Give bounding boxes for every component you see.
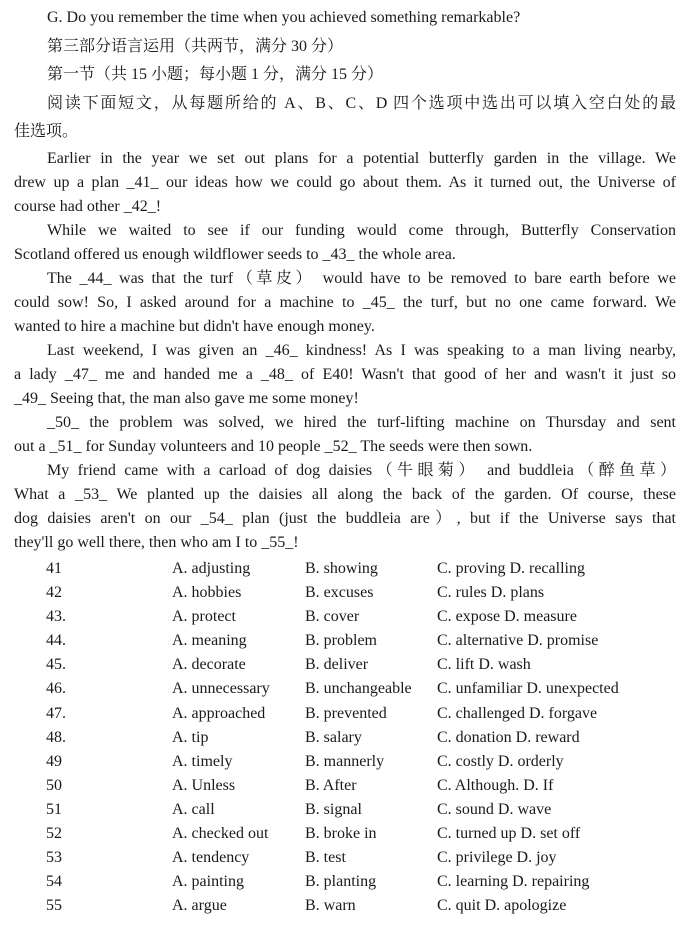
option-row [0,774,692,798]
option-a: A. timely [172,752,233,770]
question-number: 48. [46,728,66,746]
option-b: B. salary [305,728,362,746]
option-c-d: C. Although. D. If [437,776,554,794]
question-g-line: G. Do you remember the time when you achieved something remarkable? [47,9,521,26]
passage-line: a lady _47_ me and handed me a _48_ of E40! Wasn't that good of her and wasn't it just so [14,365,676,383]
option-a: A. hobbies [172,584,242,602]
option-row [0,557,692,581]
question-number: 49 [46,752,62,770]
passage-line: Scotland offered us enough wildflower seeds to _43_ the whole area. [14,245,456,263]
exam-page [14,4,676,555]
option-row [0,677,692,701]
question-number: 53 [46,849,62,867]
option-b: B. mannerly [305,752,385,770]
option-c-d: C. turned up D. set off [437,825,581,843]
option-c-d: C. alternative D. promise [437,632,599,650]
question-number: 46. [46,680,66,698]
option-a: A. tendency [172,849,250,867]
question-number: 52 [46,825,62,843]
option-b: B. planting [305,873,377,891]
option-row [0,629,692,653]
question-number: 44. [46,632,66,650]
option-c-d: C. privilege D. joy [437,849,557,867]
option-b: B. cover [305,608,360,626]
option-c-d: C. lift D. wash [437,656,531,674]
option-c-d: C. sound D. wave [437,800,552,818]
instruction-line-2: 佳选项。 [14,123,79,140]
option-b: B. unchangeable [305,680,412,698]
option-c-d: C. quit D. apologize [437,897,567,915]
option-row [0,870,692,894]
passage-line: drew up a plan _41_ our ideas how we could go about them. As it turned out, the Universe of [14,173,676,191]
option-b: B. signal [305,800,362,818]
part-three-heading: 第三部分语言运用（共两节，满分 30 分） [47,37,344,55]
option-c-d: C. challenged D. forgave [437,704,598,722]
option-b: B. broke in [305,825,377,843]
option-a: A. tip [172,728,209,746]
passage-line: While we waited to see if our funding would come through, Butterfly Conservation [47,221,676,239]
passage-line: out a _51_ for Sunday volunteers and 10 people _52_ The seeds were then sown. [14,437,533,455]
question-number: 45. [46,656,66,674]
option-row [0,702,692,726]
answer-options [0,557,692,918]
question-number: 42 [46,584,62,602]
passage-line: Earlier in the year we set out plans for a potential butterfly garden in the village. We [47,149,676,167]
option-a: A. call [172,800,215,818]
passage-line: The _44_ was that the turf（草皮） would have to be removed to bare earth before we [47,269,676,287]
option-c-d: C. costly D. orderly [437,752,564,770]
option-b: B. excuses [305,584,374,602]
passage-line: What a _53_ We planted up the daisies all along the back of the garden. Of course, these [14,485,676,503]
option-row [0,653,692,677]
passage-line: dog daisies aren't on our _54_ plan (just the buddleia are）, but if the Universe says that [14,509,676,527]
option-b: B. test [305,849,346,867]
question-number: 55 [46,897,62,915]
option-row [0,750,692,774]
option-row [0,798,692,822]
option-row [0,894,692,918]
option-a: A. Unless [172,776,236,794]
passage-line: course had other _42_! [14,197,162,215]
question-number: 47. [46,704,66,722]
option-a: A. painting [172,873,244,891]
instruction-line-1: 阅读下面短文，从每题所给的 A、B、C、D 四个选项中选出可以填入空白处的最 [47,94,676,112]
passage-line: My friend came with a carload of dog daisies（牛眼菊） and buddleia（醉鱼草） [47,461,676,479]
passage-line: _50_ the problem was solved, we hired the turf-lifting machine on Thursday and sent [47,413,676,431]
option-b: B. showing [305,560,378,577]
option-c-d: C. learning D. repairing [437,873,590,891]
option-row [0,726,692,750]
cloze-passage [14,147,676,555]
option-b: B. prevented [305,704,387,722]
option-c-d: C. rules D. plans [437,584,545,602]
option-a: A. argue [172,897,227,915]
passage-line: wanted to hire a machine but didn't have enough money. [14,317,375,335]
option-a: A. meaning [172,632,247,650]
option-a: A. approached [172,704,266,722]
question-number: 54 [46,873,62,891]
passage-line: could sow! So, I asked around for a machine to _45_ the turf, but no one came forward. We [14,293,676,311]
passage-line: Last weekend, I was given an _46_ kindness! As I was speaking to a man living nearby, [47,341,676,359]
passage-line: _49_ Seeing that, the man also gave me some money! [14,389,359,407]
question-number: 41 [46,560,62,577]
option-c-d: C. proving D. recalling [437,560,585,577]
option-row [0,846,692,870]
passage-line: they'll go well there, then who am I to _55_! [14,533,299,551]
option-b: B. warn [305,897,356,915]
option-b: B. After [305,776,357,794]
option-a: A. decorate [172,656,246,674]
option-c-d: C. expose D. measure [437,608,577,626]
option-a: A. protect [172,608,236,626]
question-number: 43. [46,608,66,626]
option-row [0,822,692,846]
question-number: 50 [46,776,62,794]
option-a: A. adjusting [172,560,251,577]
question-number: 51 [46,800,62,818]
option-a: A. checked out [172,825,269,843]
option-c-d: C. unfamiliar D. unexpected [437,680,619,698]
option-a: A. unnecessary [172,680,270,698]
option-b: B. deliver [305,656,369,674]
section-one-heading: 第一节（共 15 小题；每小题 1 分，满分 15 分） [47,66,384,83]
option-c-d: C. donation D. reward [437,728,580,746]
option-row [0,605,692,629]
option-row [0,581,692,605]
option-b: B. problem [305,632,377,650]
